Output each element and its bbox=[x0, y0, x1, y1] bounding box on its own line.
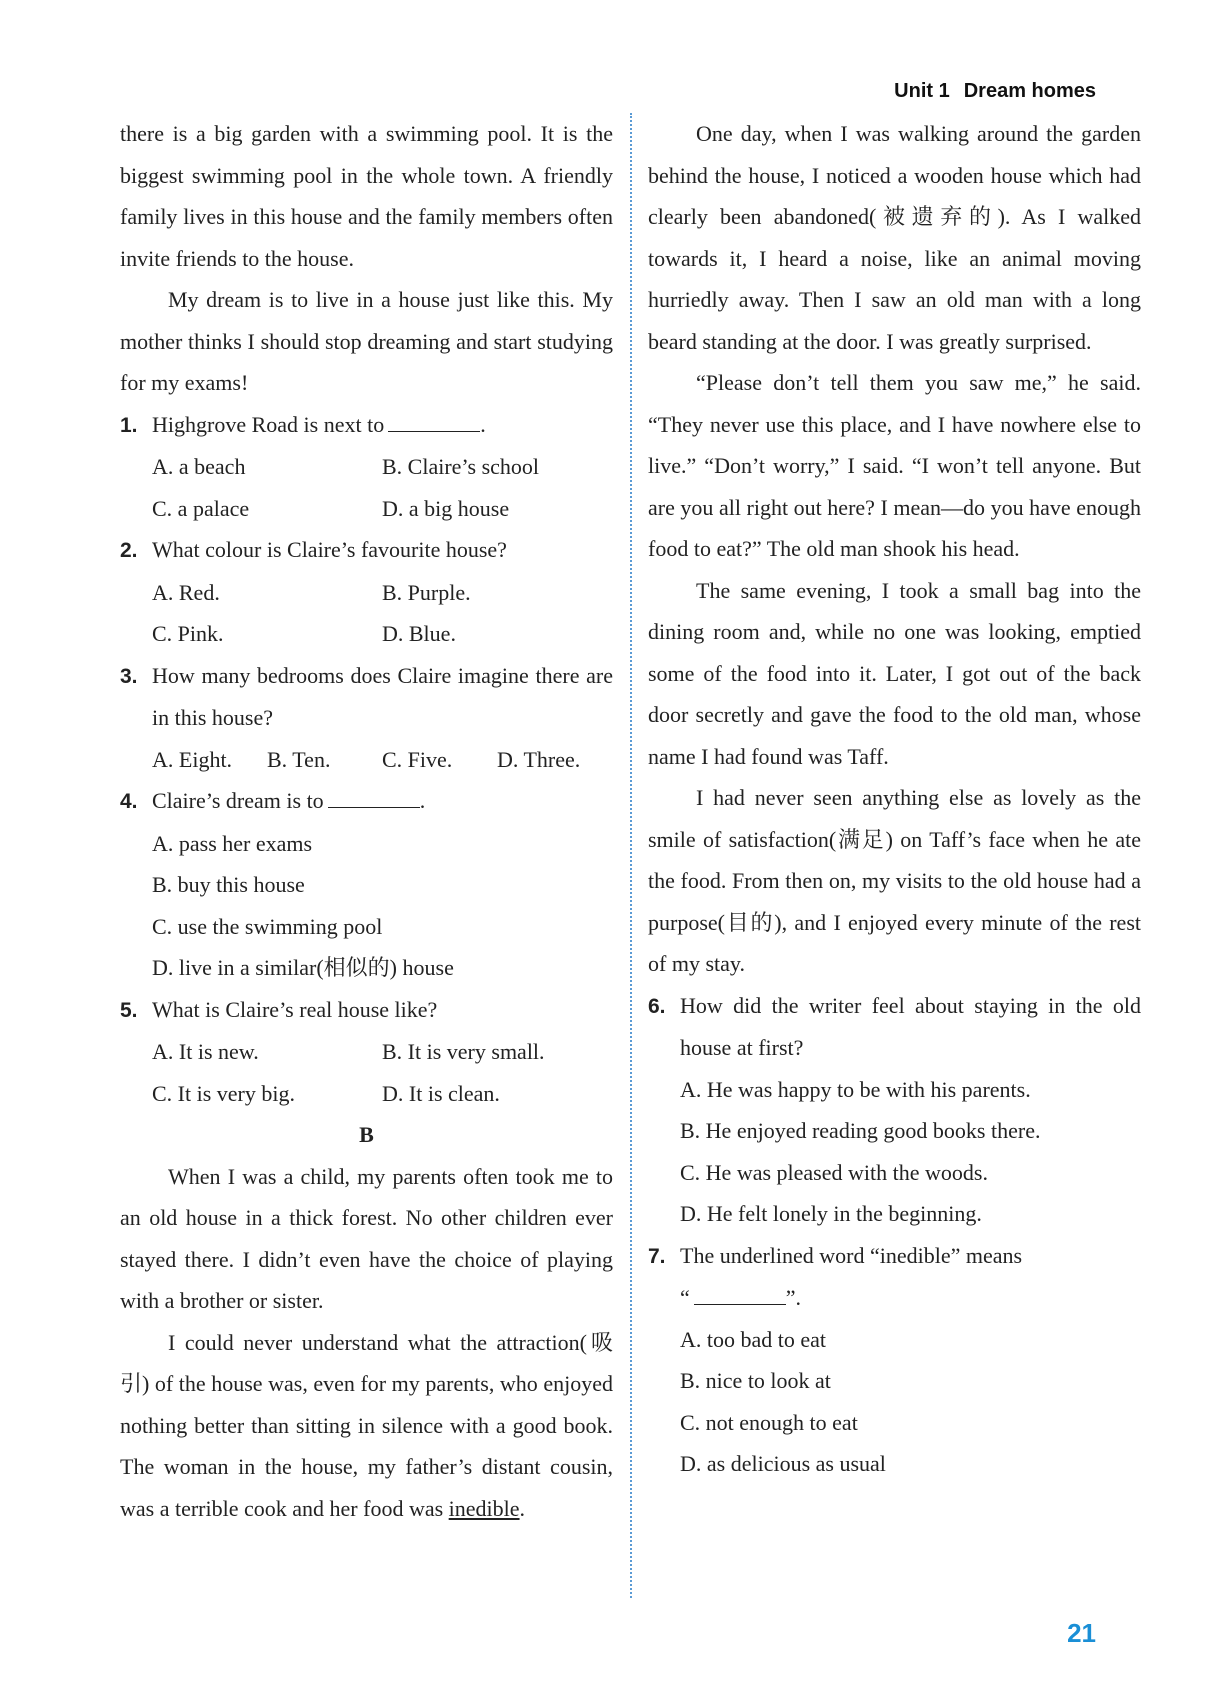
option-c: C. not enough to eat bbox=[680, 1409, 858, 1435]
section-heading: B bbox=[359, 1122, 374, 1147]
question-number: 6. bbox=[648, 994, 666, 1018]
option-d: D. He felt lonely in the beginning. bbox=[680, 1201, 982, 1226]
question-3 bbox=[120, 655, 613, 739]
option-c: C. a palace bbox=[152, 495, 250, 521]
question-text: The underlined word “inedible” means bbox=[680, 1242, 1023, 1268]
question-text: Claire’s dream is to bbox=[152, 788, 324, 813]
option-d: D. as delicious as usual bbox=[680, 1451, 886, 1476]
answer-blank bbox=[328, 787, 420, 808]
option-a: A. He was happy to be with his parents. bbox=[680, 1076, 1031, 1102]
option-c: C. He was pleased with the woods. bbox=[680, 1159, 988, 1185]
passage-a-paragraph: My dream is to live in a house just like this. My mother thinks I should stop dreaming and start studying for my exams! bbox=[120, 287, 613, 395]
right-column bbox=[648, 113, 1141, 1485]
option-a: A. a beach bbox=[152, 454, 246, 479]
page-number: 21 bbox=[1067, 1618, 1096, 1648]
option-a: A. It is new. bbox=[152, 1039, 259, 1064]
passage-b-paragraph: “Please don’t tell them you saw me,” he said. “They never use this place, and I have nowhere else to live.” “Don’t worry,” I said. “I won’t tell anyone. But are you all right out here? I mean—do you have enough food to eat?” The old man shook his head. bbox=[648, 370, 1141, 561]
option-b: B. Purple. bbox=[382, 579, 471, 605]
option-a: A. too bad to eat bbox=[680, 1326, 827, 1352]
option-b: B. nice to look at bbox=[680, 1368, 831, 1393]
option-c: C. use the swimming pool bbox=[152, 913, 383, 939]
option-d: D. live in a similar(相似的) house bbox=[152, 955, 454, 980]
passage-a-paragraph: there is a big garden with a swimming pool. It is the biggest swimming pool in the whole town. A friendly family lives in this house and the family members often invite friends to the house. bbox=[120, 121, 613, 271]
option-d: D. Three. bbox=[497, 746, 581, 772]
options-row bbox=[120, 1073, 613, 1115]
option-a: A. pass her exams bbox=[152, 830, 313, 856]
unit-title: Dream homes bbox=[963, 80, 1096, 102]
passage-b-paragraph: When I was a child, my parents often took me to an old house in a thick forest. No other children ever stayed there. I didn’t even have the choice of playing with a brother or sister. bbox=[120, 1163, 613, 1313]
passage-b-paragraph: The same evening, I took a small bag into the dining room and, while no one was looking, emptied some of the food into it. Later, I got out of the back door secretly and gave the food to the old man, whose name I had found was Taff. bbox=[648, 577, 1141, 769]
question-text: How many bedrooms does Claire imagine there are in this house? bbox=[152, 662, 613, 730]
option-c: C. Five. bbox=[382, 746, 453, 772]
question-1: 1. Highgrove Road is next to . bbox=[120, 404, 613, 447]
option-a: A. Red. bbox=[152, 579, 220, 605]
page-header bbox=[894, 80, 1096, 103]
option-d: D. a big house bbox=[382, 495, 510, 521]
options-row bbox=[120, 446, 613, 488]
question-5 bbox=[120, 989, 613, 1032]
question-2 bbox=[120, 529, 613, 572]
option-c: C. Pink. bbox=[152, 621, 224, 646]
question-number: 4. bbox=[120, 790, 138, 813]
question-text: What is Claire’s real house like? bbox=[152, 996, 438, 1022]
question-number: 5. bbox=[120, 998, 138, 1022]
passage-b-paragraph: I could never understand what the attraction(吸引) of the house was, even for my parents, who enjoyed nothing better than sitting in silence with a good book. The woman in the house, my father’s distant cousin, was a terrible cook and her food was inedible. bbox=[120, 1329, 613, 1521]
option-b: B. Ten. bbox=[267, 746, 331, 772]
question-number: 2. bbox=[120, 539, 138, 562]
option-b: B. He enjoyed reading good books there. bbox=[680, 1118, 1041, 1143]
underlined-word: inedible bbox=[448, 1495, 520, 1521]
option-a: A. Eight. bbox=[152, 746, 233, 772]
column-divider bbox=[630, 113, 632, 1598]
question-text: How did the writer feel about staying in the old house at first? bbox=[680, 992, 1141, 1060]
question-7 bbox=[648, 1235, 1141, 1278]
question-number: 1. bbox=[120, 413, 138, 437]
answer-blank bbox=[694, 1284, 786, 1305]
option-c: C. It is very big. bbox=[152, 1080, 295, 1106]
answer-blank-line: “ ”. bbox=[680, 1285, 802, 1310]
question-text: Highgrove Road is next to bbox=[152, 411, 385, 437]
question-number: 3. bbox=[120, 664, 138, 688]
option-d: D. It is clean. bbox=[382, 1080, 500, 1106]
question-4: 4. Claire’s dream is to . bbox=[120, 780, 613, 823]
question-text: What colour is Claire’s favourite house? bbox=[152, 537, 507, 562]
options-row bbox=[120, 488, 613, 530]
option-d: D. Blue. bbox=[382, 621, 456, 646]
passage-b-paragraph: I had never seen anything else as lovely as the smile of satisfaction(满足) on Taff’s face when he ate the food. From then on, my visits to the old house had a purpose(目的), and I enjoyed every minute of the rest of my stay. bbox=[648, 785, 1141, 976]
left-column bbox=[120, 113, 613, 1529]
options-row bbox=[120, 613, 613, 655]
option-b: B. Claire’s school bbox=[382, 454, 540, 479]
question-number: 7. bbox=[648, 1244, 666, 1268]
option-b: B. It is very small. bbox=[382, 1039, 545, 1064]
option-b: B. buy this house bbox=[152, 872, 305, 897]
unit-label: Unit 1 bbox=[894, 80, 950, 102]
options-row bbox=[120, 739, 613, 781]
passage-b-paragraph: One day, when I was walking around the garden behind the house, I noticed a wooden house which had clearly been abandoned(被遗弃的). As I walked towards it, I heard a noise, like an animal moving hurriedly away. Then I saw an old man with a long beard standing at the door. I was greatly surprised. bbox=[648, 121, 1141, 354]
answer-blank bbox=[388, 411, 480, 432]
options-row bbox=[120, 1031, 613, 1073]
options-row bbox=[120, 572, 613, 614]
question-6 bbox=[648, 985, 1141, 1069]
